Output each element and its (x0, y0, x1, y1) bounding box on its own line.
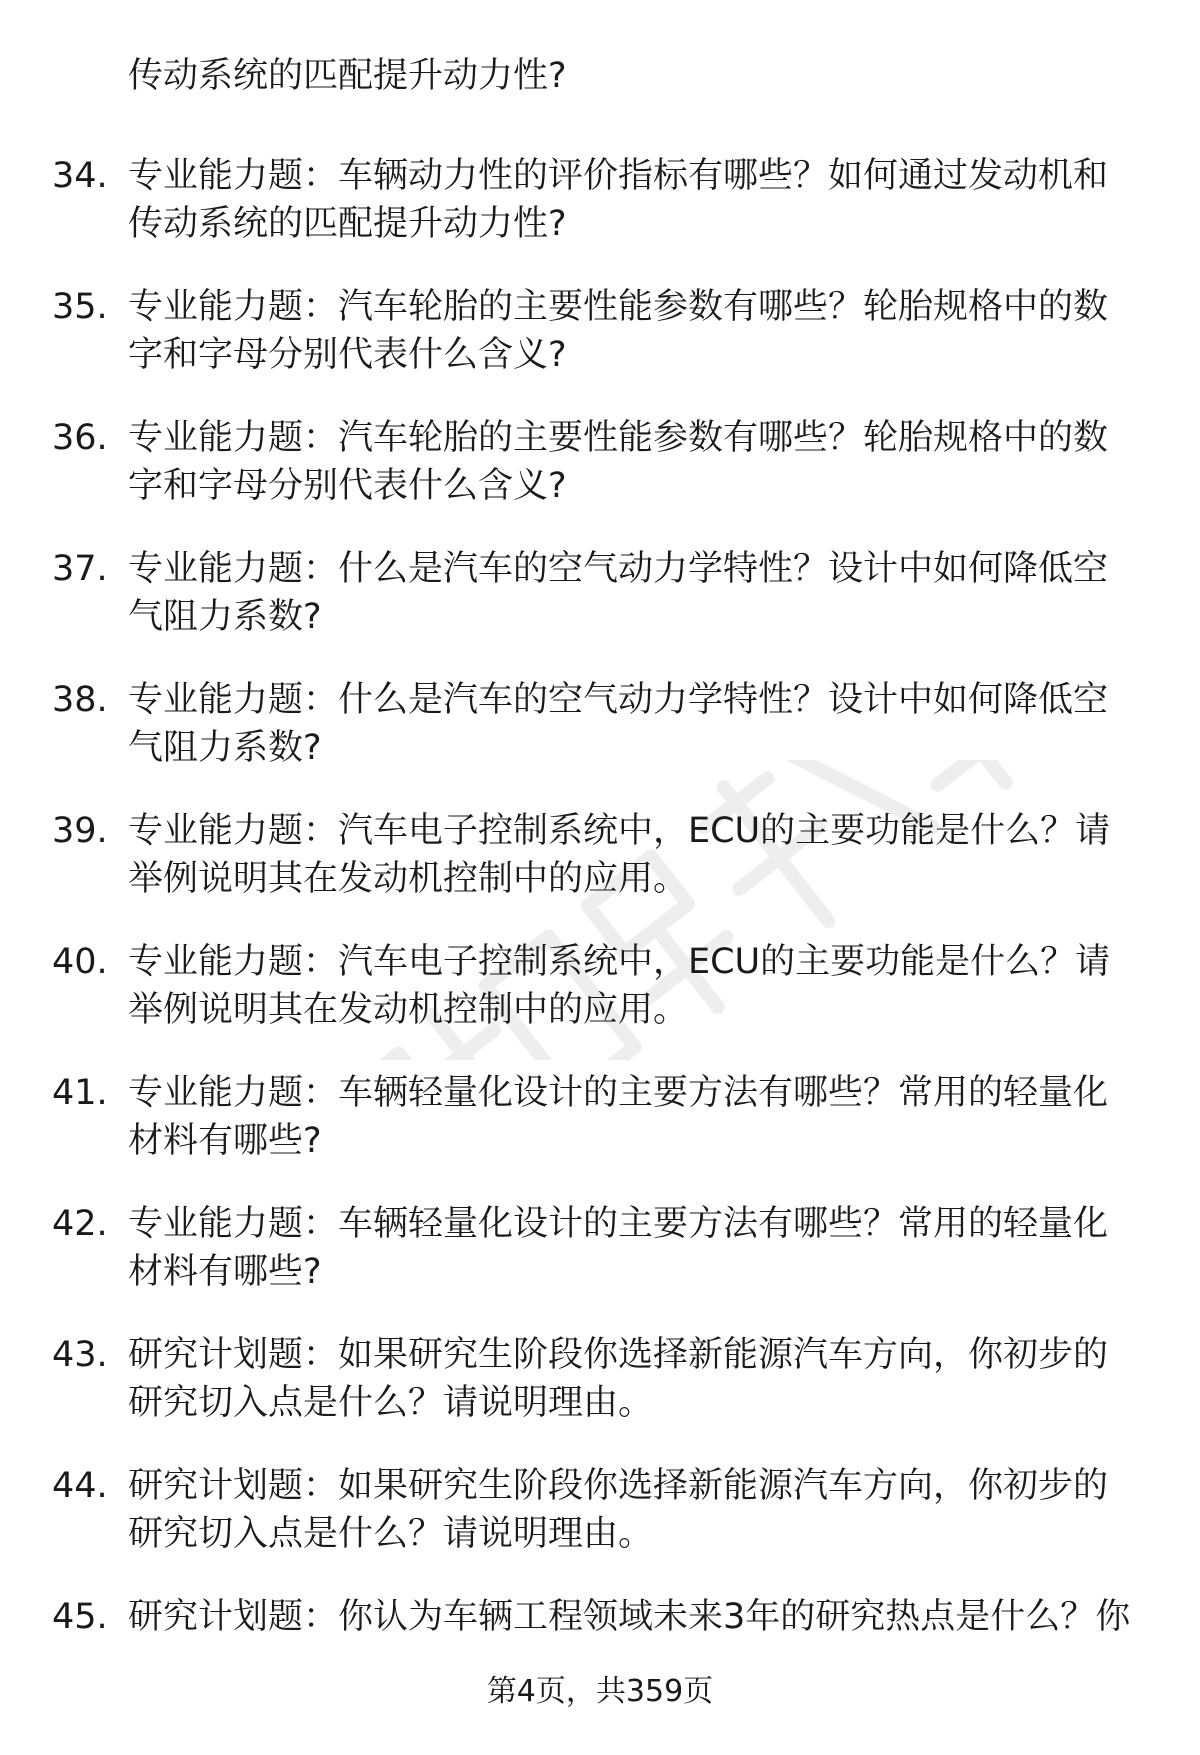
question-text-line-2: 研究切入点是什么？请说明理由。 (128, 1383, 654, 1423)
question-text-line-2: 气阻力系数? (128, 728, 322, 768)
question-text-line-1: 专业能力题：什么是汽车的空气动力学特性？设计中如何降低空 (128, 549, 1109, 589)
question-text-line-2: 举例说明其在发动机控制中的应用。 (128, 990, 689, 1030)
question-text-line-2: 字和字母分别代表什么含义? (128, 335, 567, 375)
question-number: 38. (52, 680, 108, 720)
question-text-line-2: 研究切入点是什么？请说明理由。 (128, 1514, 654, 1554)
question-item (0, 1200, 1200, 1331)
continued-question-line: 传动系统的匹配提升动力性? (128, 56, 567, 96)
question-item (0, 283, 1200, 414)
question-number: 39. (52, 811, 108, 851)
question-text-line-1: 专业能力题：车辆动力性的评价指标有哪些？如何通过发动机和 (128, 156, 1109, 196)
question-text-line-2: 材料有哪些? (128, 1252, 322, 1292)
question-item (0, 1462, 1200, 1593)
question-item (0, 1331, 1200, 1462)
question-text-line-2: 传动系统的匹配提升动力性? (128, 204, 567, 244)
question-text-line-2: 气阻力系数? (128, 597, 322, 637)
question-item (0, 414, 1200, 545)
question-number: 44. (52, 1466, 108, 1506)
question-item (0, 1069, 1200, 1200)
question-number: 40. (52, 942, 108, 982)
question-text-line-1: 专业能力题：车辆轻量化设计的主要方法有哪些？常用的轻量化 (128, 1204, 1109, 1244)
question-text-line-1: 研究计划题：如果研究生阶段你选择新能源汽车方向，你初步的 (128, 1466, 1109, 1506)
question-text-line-2: 材料有哪些? (128, 1121, 322, 1161)
question-text-line-1: 研究计划题：你认为车辆工程领域未来3年的研究热点是什么？你 (128, 1597, 1131, 1637)
question-text-line-1: 专业能力题：汽车轮胎的主要性能参数有哪些？轮胎规格中的数 (128, 418, 1109, 458)
question-number: 42. (52, 1204, 108, 1244)
question-number: 34. (52, 156, 108, 196)
question-item (0, 938, 1200, 1069)
question-number: 36. (52, 418, 108, 458)
question-number: 35. (52, 287, 108, 327)
page-number-footer: 第4页，共359页 (486, 1674, 714, 1709)
question-item (0, 807, 1200, 938)
question-item (0, 545, 1200, 676)
question-item (0, 152, 1200, 283)
question-text-line-1: 专业能力题：车辆轻量化设计的主要方法有哪些？常用的轻量化 (128, 1073, 1109, 1113)
question-text-line-2: 字和字母分别代表什么含义? (128, 466, 567, 506)
question-list (0, 152, 1200, 1724)
question-text-line-2: 举例说明其在发动机控制中的应用。 (128, 859, 689, 899)
question-text-line-1: 专业能力题：汽车轮胎的主要性能参数有哪些？轮胎规格中的数 (128, 287, 1109, 327)
question-number: 37. (52, 549, 108, 589)
question-text-line-1: 专业能力题：什么是汽车的空气动力学特性？设计中如何降低空 (128, 680, 1109, 720)
question-text-line-1: 研究计划题：如果研究生阶段你选择新能源汽车方向，你初步的 (128, 1335, 1109, 1375)
question-item (0, 676, 1200, 807)
question-number: 45. (52, 1597, 108, 1637)
question-text-line-1: 专业能力题：汽车电子控制系统中，ECU的主要功能是什么？请 (128, 811, 1111, 851)
question-number: 41. (52, 1073, 108, 1113)
question-text-line-1: 专业能力题：汽车电子控制系统中，ECU的主要功能是什么？请 (128, 942, 1111, 982)
question-number: 43. (52, 1335, 108, 1375)
